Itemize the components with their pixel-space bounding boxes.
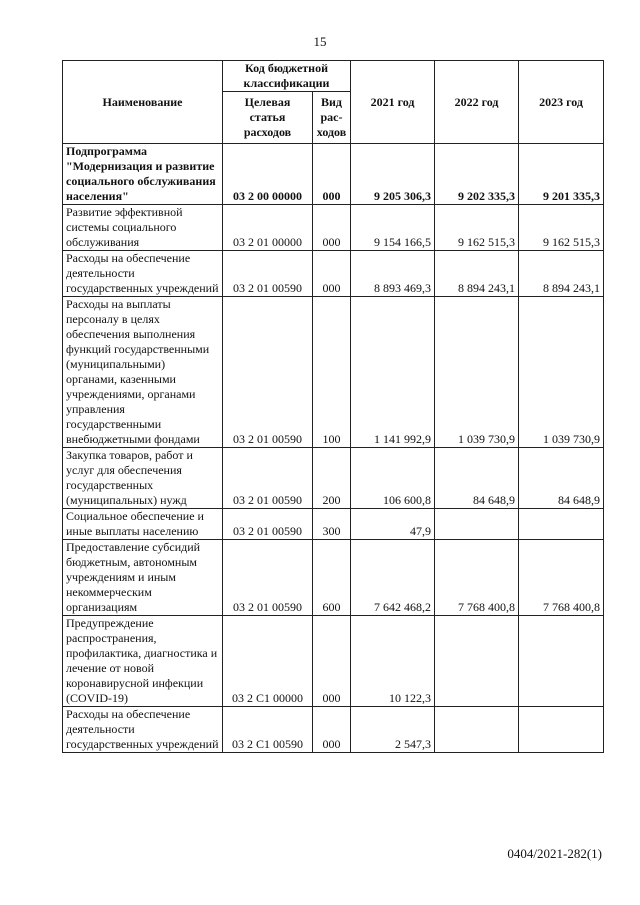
- header-kind: Вид рас-ходов: [313, 92, 351, 144]
- row-target-code: 03 2 01 00590: [223, 448, 313, 509]
- row-kind-code: 000: [313, 144, 351, 205]
- row-value-2022: 84 648,9: [435, 448, 519, 509]
- table-row: [63, 144, 604, 205]
- row-value-2021: 2 547,3: [351, 707, 435, 753]
- row-value-2021: 9 154 166,5: [351, 205, 435, 251]
- row-value-2022: 1 039 730,9: [435, 297, 519, 448]
- row-target-code: 03 2 01 00590: [223, 540, 313, 616]
- row-value-2021: 9 205 306,3: [351, 144, 435, 205]
- row-name: Предоставление субсидий бюджетным, автономным учреждениям и иным некоммерческим организациям: [63, 540, 223, 616]
- row-value-2022: 9 202 335,3: [435, 144, 519, 205]
- row-name: Социальное обеспечение и иные выплаты населению: [63, 509, 223, 540]
- row-value-2022: [435, 707, 519, 753]
- row-value-2023: 8 894 243,1: [519, 251, 604, 297]
- row-value-2023: [519, 616, 604, 707]
- row-value-2022: 9 162 515,3: [435, 205, 519, 251]
- row-value-2023: 84 648,9: [519, 448, 604, 509]
- header-code-group: Код бюджетной классификации: [223, 61, 351, 92]
- page-number: 15: [313, 34, 327, 49]
- row-value-2021: 47,9: [351, 509, 435, 540]
- row-name: Развитие эффективной системы социального обслуживания: [63, 205, 223, 251]
- row-target-code: 03 2 01 00000: [223, 205, 313, 251]
- row-name: Закупка товаров, работ и услуг для обеспечения государственных (муниципальных) нужд: [63, 448, 223, 509]
- header-name: Наименование: [63, 61, 223, 144]
- row-target-code: 03 2 C1 00000: [223, 616, 313, 707]
- row-kind-code: 000: [313, 707, 351, 753]
- row-value-2021: 8 893 469,3: [351, 251, 435, 297]
- row-target-code: 03 2 00 00000: [223, 144, 313, 205]
- row-name: Расходы на обеспечение деятельности государственных учреждений: [63, 707, 223, 753]
- table-row: [63, 540, 604, 616]
- row-name: Расходы на выплаты персоналу в целях обеспечения выполнения функций государственными (муниципальными) органами, казенными учреждениями, органами управления государственными внебюджетными фондами: [63, 297, 223, 448]
- row-value-2021: 7 642 468,2: [351, 540, 435, 616]
- table-row: [63, 448, 604, 509]
- row-value-2023: 7 768 400,8: [519, 540, 604, 616]
- row-value-2023: 9 201 335,3: [519, 144, 604, 205]
- table-row: [63, 509, 604, 540]
- budget-table: [62, 60, 604, 753]
- header-target: Целевая статья расходов: [223, 92, 313, 144]
- table-row: [63, 616, 604, 707]
- row-name: Расходы на обеспечение деятельности государственных учреждений: [63, 251, 223, 297]
- table-row: [63, 297, 604, 448]
- row-target-code: 03 2 01 00590: [223, 509, 313, 540]
- row-kind-code: 300: [313, 509, 351, 540]
- row-kind-code: 000: [313, 251, 351, 297]
- header-2021: 2021 год: [351, 61, 435, 144]
- row-target-code: 03 2 01 00590: [223, 297, 313, 448]
- header-2022: 2022 год: [435, 61, 519, 144]
- row-value-2023: 9 162 515,3: [519, 205, 604, 251]
- row-kind-code: 000: [313, 205, 351, 251]
- row-value-2021: 106 600,8: [351, 448, 435, 509]
- row-kind-code: 100: [313, 297, 351, 448]
- row-value-2023: [519, 509, 604, 540]
- document-code: 0404/2021-282(1): [507, 846, 602, 861]
- row-value-2021: 1 141 992,9: [351, 297, 435, 448]
- table-body: [63, 144, 604, 753]
- table-row: [63, 205, 604, 251]
- row-kind-code: 600: [313, 540, 351, 616]
- header-2023: 2023 год: [519, 61, 604, 144]
- row-target-code: 03 2 C1 00590: [223, 707, 313, 753]
- table-row: [63, 251, 604, 297]
- row-value-2021: 10 122,3: [351, 616, 435, 707]
- row-value-2023: 1 039 730,9: [519, 297, 604, 448]
- row-value-2022: 8 894 243,1: [435, 251, 519, 297]
- row-target-code: 03 2 01 00590: [223, 251, 313, 297]
- row-kind-code: 200: [313, 448, 351, 509]
- row-name: Предупреждение распространения, профилактика, диагностика и лечение от новой коронавирусной инфекции (COVID-19): [63, 616, 223, 707]
- row-value-2022: 7 768 400,8: [435, 540, 519, 616]
- row-value-2023: [519, 707, 604, 753]
- row-value-2022: [435, 616, 519, 707]
- row-value-2022: [435, 509, 519, 540]
- row-name: Подпрограмма "Модернизация и развитие социального обслуживания населения": [63, 144, 223, 205]
- table-row: [63, 707, 604, 753]
- row-kind-code: 000: [313, 616, 351, 707]
